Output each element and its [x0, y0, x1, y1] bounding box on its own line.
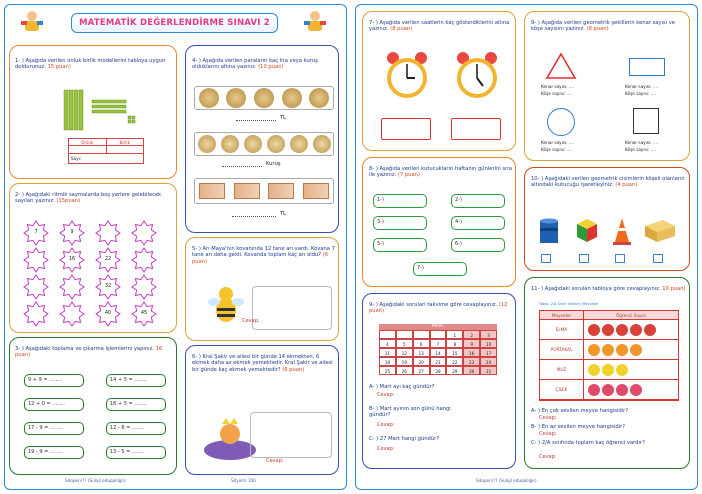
worksheet-page-right	[355, 4, 698, 490]
calendar-day: 2	[463, 330, 480, 339]
question-4-panel	[185, 45, 339, 233]
question-6-points: (6 puan)	[282, 366, 305, 373]
clock-1-answer[interactable]	[381, 118, 431, 140]
star-cell[interactable]	[58, 274, 86, 300]
calendar-day: 29	[446, 366, 463, 375]
fruit-icon	[630, 324, 642, 336]
number-row[interactable]: Sayı:	[71, 156, 82, 161]
calendar-day: 30	[463, 366, 480, 375]
fruit-label: ELMA	[540, 320, 584, 339]
fruit-icon	[616, 364, 628, 376]
question-12-text: 11- ) Aşağıdaki sorulan tabloya göre cevaplayınız.	[531, 286, 661, 292]
fruit-label: PORTAKAL	[540, 340, 584, 359]
footer-right-text: Sdopers?? (Sulajl eduqalilgn)	[476, 478, 537, 483]
star-cell[interactable]	[58, 220, 86, 246]
rectangle-corners[interactable]: Köşe sayısı: ....	[625, 91, 656, 96]
student-figure-left	[19, 9, 45, 33]
operation-8[interactable]: 13 - 5 = ........	[106, 446, 166, 459]
clock-2-answer[interactable]	[451, 118, 501, 140]
star-number: 40	[104, 310, 112, 316]
star-cell[interactable]	[130, 247, 158, 273]
day-box-5[interactable]: 5-)	[373, 238, 427, 252]
calendar-day: 24	[480, 357, 497, 366]
answer-label-6: Cevap:	[266, 458, 284, 464]
star-number: 45	[140, 310, 148, 316]
calendar-day: 22	[446, 357, 463, 366]
question-5-panel	[185, 237, 339, 341]
circle-shape	[547, 108, 575, 136]
answer-9b[interactable]: Cevap:	[377, 422, 395, 428]
question-7-panel	[362, 11, 516, 151]
question-8-text: 8- ) Aşağıda verilen kutucukların haftanın günlerini sıra ile yazınız.	[369, 166, 512, 179]
answer-box-5[interactable]	[252, 286, 332, 330]
question-3-text: 3- ) Aşağıdaki toplama ve çıkarma işlemlerini yapınız.	[15, 346, 154, 352]
traffic-cone-icon	[611, 216, 633, 246]
banknote-icon	[303, 183, 329, 199]
question-2-panel	[9, 183, 177, 333]
question-1-text: 1- ) Aşağıda verilen onluk birlik modellerini tabloya uygun doldurunuz.	[15, 58, 166, 71]
star-number: 16	[68, 256, 76, 262]
banknote-icon	[268, 183, 294, 199]
base-ten-model	[62, 88, 142, 134]
coins-row-1	[194, 86, 334, 110]
table-caption: Tablo: 2/A Sınıfı Sevilen Meyveler	[539, 302, 599, 306]
operation-3[interactable]: 12 + 0 = ........	[24, 398, 84, 411]
star-number: 9	[70, 229, 74, 235]
question-2-points: (15puan)	[56, 198, 81, 205]
circle-corners[interactable]: Köşe sayısı: ....	[541, 147, 572, 152]
star-cell[interactable]	[22, 274, 50, 300]
ones-header: Birlik	[119, 140, 130, 145]
calendar-day: 19	[396, 357, 413, 366]
operation-4[interactable]: 16 + 5 = ........	[106, 398, 166, 411]
fruit-icon	[616, 324, 628, 336]
question-10-points: (8 puan)	[586, 26, 609, 33]
star-number: 7	[34, 229, 38, 235]
coins-row-2	[194, 132, 334, 156]
fruit-icon	[588, 364, 600, 376]
checkbox-4[interactable]	[653, 254, 663, 263]
operation-6[interactable]: 12 - 8 = ........	[106, 422, 166, 435]
question-12a: A- ) En çok sevilen meyve hangisidir?	[531, 408, 628, 414]
rubiks-cube-icon	[573, 216, 599, 244]
calendar	[379, 324, 497, 375]
question-12c: C- ) 2/A sınıfında toplam kaç öğrenci vardır?	[531, 440, 645, 446]
question-12-panel	[524, 277, 690, 469]
coin-icon	[282, 88, 302, 108]
calendar-day: 12	[396, 348, 413, 357]
star-cell[interactable]	[94, 274, 122, 300]
footer-left-score: Sdyxlm 100	[231, 478, 256, 483]
star-cell[interactable]	[130, 220, 158, 246]
operation-7[interactable]: 19 - 9 = ........	[24, 446, 84, 459]
count-column-header: Öğrenci Sayısı	[616, 313, 646, 318]
question-8-panel	[362, 157, 516, 287]
star-cell[interactable]	[94, 301, 122, 327]
calendar-day: 13	[413, 348, 430, 357]
question-12b: B- ) En az sevilen meyve hangisidir?	[531, 424, 625, 430]
fruit-icon	[644, 324, 656, 336]
square-edges[interactable]: Kenar sayısı: ....	[625, 140, 659, 145]
operation-1[interactable]: 9 + 9 = ........	[24, 374, 84, 387]
calendar-day	[430, 330, 447, 339]
operation-2[interactable]: 14 + 5 = ........	[106, 374, 166, 387]
coin-icon	[244, 135, 262, 153]
calendar-day: 23	[463, 357, 480, 366]
calendar-day: 16	[463, 348, 480, 357]
question-6-panel	[185, 345, 339, 475]
place-value-table	[68, 138, 144, 164]
tens-header: Onluk	[69, 139, 107, 145]
calendar-day: 25	[379, 366, 396, 375]
question-4-points: (10 puan)	[258, 64, 284, 71]
clock-1-icon	[383, 50, 431, 104]
calendar-day: 26	[396, 366, 413, 375]
question-1-panel	[9, 45, 177, 179]
day-box-6[interactable]: 6-)	[451, 238, 505, 252]
question-1-points: 15 puan)	[47, 64, 71, 71]
star-cell[interactable]	[58, 247, 86, 273]
triangle-shape	[545, 52, 577, 80]
question-9a: A- ) Mart ayı kaç gündür?	[369, 384, 435, 390]
tens-cell[interactable]	[69, 146, 107, 153]
coin-icon	[267, 135, 285, 153]
calendar-grid	[379, 330, 497, 375]
calendar-day	[396, 330, 413, 339]
footer-left-text: Sdopers?? (Sulajl eduqalilgn)	[65, 478, 126, 483]
banknotes-row	[194, 178, 334, 204]
calendar-day: 1	[446, 330, 463, 339]
ones-cell[interactable]	[107, 146, 144, 153]
calendar-day: 20	[413, 357, 430, 366]
question-3-points: 16 puan)	[15, 346, 163, 359]
calendar-day: 6	[413, 339, 430, 348]
answer-box-6[interactable]	[250, 412, 332, 458]
fruit-icon	[630, 344, 642, 356]
fruit-icon	[602, 344, 614, 356]
fruit-icon	[602, 384, 614, 396]
calendar-day: 9	[463, 339, 480, 348]
question-8-points: (7 puan)	[397, 172, 420, 179]
question-11-points: (4 puan)	[615, 182, 638, 189]
coin-icon	[290, 135, 308, 153]
answer-line-3[interactable]	[232, 216, 276, 217]
answer-9c[interactable]: Cevap:	[377, 446, 395, 452]
operation-5[interactable]: 17 - 9 = ........	[24, 422, 84, 435]
calendar-day	[379, 330, 396, 339]
rectangle-edges[interactable]: Kenar sayısı: ....	[625, 84, 659, 89]
coin-icon	[199, 88, 219, 108]
fruit-icon	[630, 384, 642, 396]
day-box-3[interactable]: 3-)	[373, 216, 427, 230]
calendar-day: 17	[480, 348, 497, 357]
calendar-day: 14	[430, 348, 447, 357]
checkbox-2[interactable]	[579, 254, 589, 263]
calendar-day: 3	[480, 330, 497, 339]
unit-label-2: Kuruş	[266, 161, 281, 167]
star-cell[interactable]	[22, 220, 50, 246]
star-cell[interactable]	[130, 301, 158, 327]
fruit-column-header: Meyveler	[540, 311, 584, 319]
worksheet-page-left	[4, 4, 347, 490]
day-box-1[interactable]: 1-)	[373, 194, 427, 208]
star-cell[interactable]	[94, 247, 122, 273]
answer-label-5: Cevap:	[242, 318, 260, 324]
coin-icon	[309, 88, 329, 108]
fruit-icon	[602, 364, 614, 376]
question-7-text: 7- ) Aşağıda verilen saatlerin kaç gösterdiklerini altına yazınız.	[369, 20, 510, 33]
fruit-label: MUZ	[540, 360, 584, 379]
fruit-label: ÇİLEK	[540, 380, 584, 399]
page-title: MATEMATİK DEĞERLENDİRME SINAVI 2	[71, 13, 278, 33]
day-box-2[interactable]: 2-)	[451, 194, 505, 208]
triangle-corners[interactable]: Köşe sayısı: ....	[541, 91, 572, 96]
calendar-day: 28	[430, 366, 447, 375]
fruit-pictograph	[539, 310, 679, 401]
question-5-points: (6 puan)	[192, 252, 329, 265]
coin-icon	[254, 88, 274, 108]
question-11-text: 10- ) Aşağıdaki verilen geometrik cisimlerin köşeli olanların altındaki kutucuğu işaretleyiniz.	[531, 176, 685, 189]
calendar-day: 5	[396, 339, 413, 348]
question-5-text: 5- ) Arı Maya'nın kovanında 12 tane arı vardı. Kovana 7 tane arı daha geldi. Kovanda toplam kaç arı oldu?	[192, 246, 335, 259]
day-box-7[interactable]: 7-)	[413, 262, 467, 276]
star-cell[interactable]	[130, 274, 158, 300]
question-9c: C- ) 27 Mart hangi gündür?	[369, 436, 440, 442]
fruit-icon	[616, 344, 628, 356]
fruit-icon	[588, 344, 600, 356]
box-icon	[643, 218, 677, 244]
coin-icon	[221, 135, 239, 153]
question-10-panel	[524, 11, 690, 161]
calendar-day	[413, 330, 430, 339]
circle-edges[interactable]: Kenar sayısı: ....	[541, 140, 575, 145]
calendar-day: 21	[430, 357, 447, 366]
coin-icon	[226, 88, 246, 108]
answer-12a[interactable]: Cevap:	[539, 415, 557, 421]
fruit-icon	[616, 384, 628, 396]
answer-12c[interactable]: Cevap:	[539, 454, 557, 460]
unit-label-1: TL	[280, 115, 287, 121]
star-cell[interactable]	[94, 220, 122, 246]
answer-9a[interactable]: Cevap:	[377, 392, 395, 398]
triangle-edges[interactable]: Kenar sayısı: ....	[541, 84, 575, 89]
checkbox-3[interactable]	[615, 254, 625, 263]
answer-line-1[interactable]	[236, 120, 276, 121]
calendar-day: 18	[379, 357, 396, 366]
calendar-day: 8	[446, 339, 463, 348]
coin-icon	[313, 135, 331, 153]
calendar-day: 10	[480, 339, 497, 348]
star-cell[interactable]	[58, 301, 86, 327]
calendar-day: 11	[379, 348, 396, 357]
calendar-day: 31	[480, 366, 497, 375]
answer-12b[interactable]: Cevap:	[539, 431, 557, 437]
barrel-icon	[537, 218, 561, 246]
calendar-day: 4	[379, 339, 396, 348]
bee-illustration	[206, 282, 246, 326]
student-figure-right	[302, 9, 328, 33]
coin-icon	[198, 135, 216, 153]
calendar-month: MART	[379, 324, 497, 330]
question-11-panel	[524, 167, 690, 271]
question-10-text: 9- ) Aşağıda verilen geometrik şekillerin kenar sayısı ve köşe sayısını yazınız.	[531, 20, 675, 33]
question-7-points: (8 puan)	[390, 26, 413, 33]
calendar-day: 27	[413, 366, 430, 375]
clock-2-icon	[453, 50, 501, 104]
rhythmic-counting-grid	[22, 220, 166, 328]
calendar-day: 7	[430, 339, 447, 348]
square-shape	[633, 108, 659, 134]
question-9-panel	[362, 293, 516, 469]
star-number: 22	[104, 256, 112, 262]
question-9-text: 9- ) Aşağıdaki sorulari takvime göre cevaplayınız.	[369, 302, 498, 308]
question-2-text: 2- ) Aşağıdaki ritmik saymalarda boş yerlere gelebilecek sayıları yazınız.	[15, 192, 162, 205]
answer-line-2[interactable]	[222, 166, 262, 167]
banknote-icon	[199, 183, 225, 199]
question-3-panel	[9, 337, 177, 475]
fruit-icon	[588, 384, 600, 396]
unit-label-3: TL	[280, 211, 287, 217]
star-cell[interactable]	[22, 247, 50, 273]
star-number: 32	[104, 283, 112, 289]
question-9b: B- ) Mart ayının son günü hangi gündür?	[369, 406, 451, 419]
square-corners[interactable]: Köşe sayısı: ....	[625, 147, 656, 152]
fruit-icon	[588, 324, 600, 336]
fruit-icon	[602, 324, 614, 336]
question-4-text: 4- ) Aşağıda verilen paraların kaç lira veya kuruş olduklarını altına yazınız.	[192, 58, 318, 71]
banknote-icon	[234, 183, 260, 199]
star-cell[interactable]	[22, 301, 50, 327]
question-9-points: (12 puan)	[369, 302, 508, 315]
calendar-day: 15	[446, 348, 463, 357]
rectangle-shape	[629, 58, 665, 76]
question-12-points: 10 puan)	[662, 286, 686, 292]
checkbox-1[interactable]	[541, 254, 551, 263]
day-box-4[interactable]: 4-)	[451, 216, 505, 230]
question-6-text: 6- ) Kral Şakir ve ailesi bir günde 14 ekmekten, 6 ekmek daha az ekmek yemektedir. Kral Şakir ve ailesi bir günde kaç ekmek yemektedir?	[192, 354, 333, 373]
